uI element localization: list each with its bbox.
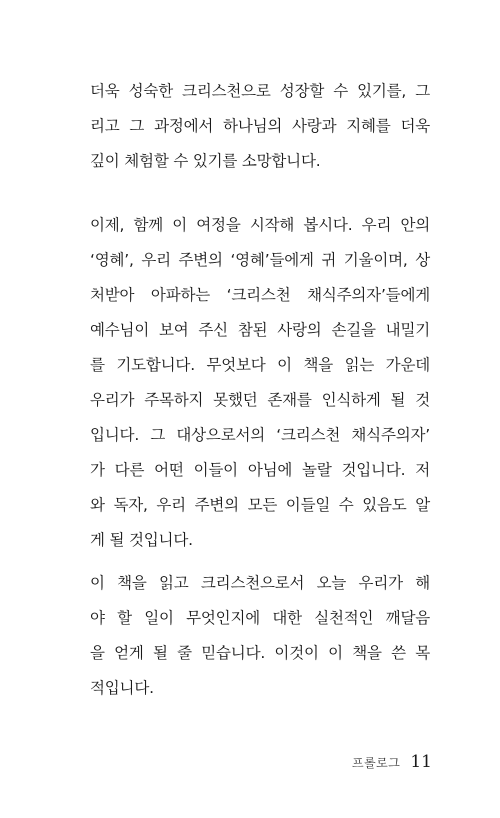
text-line: 게 될 것입니다. [90,531,193,549]
page-footer [352,752,432,772]
text-line: 를 기도합니다. 무엇보다 이 책을 읽는 가운데 [90,356,430,374]
text-line: ‘영혜’, 우리 주변의 ‘영혜’들에게 귀 기울이며, 상 [90,251,430,269]
text-line: 더욱 성숙한 크리스천으로 성장할 수 있기를, 그 [90,82,430,100]
text-line: 처받아 아파하는 ‘크리스천 채식주의자’들에게 [90,286,430,304]
section-label: 프롤로그 [351,756,401,770]
text-line: 야 할 일이 무엇인지에 대한 실천적인 깨달음 [90,609,430,627]
text-line: 적입니다. [90,679,154,697]
text-line: 깊이 체험할 수 있기를 소망합니다. [90,152,321,170]
text-line: 입니다. 그 대상으로서의 ‘크리스천 채식주의자’ [90,426,430,444]
text-line: 예수님이 보여 주신 참된 사랑의 손길을 내밀기 [90,321,430,339]
paragraph-2 [90,208,430,558]
paragraph-3 [90,566,430,706]
text-line: 을 얻게 될 줄 믿습니다. 이것이 이 책을 쓴 목 [90,644,430,662]
text-line: 와 독자, 우리 주변의 모든 이들일 수 있음도 알 [90,496,430,514]
page-number: 11 [410,752,432,772]
text-line: 리고 그 과정에서 하나님의 사랑과 지혜를 더욱 [90,117,430,135]
text-line: 이제, 함께 이 여정을 시작해 봅시다. 우리 안의 [90,216,430,234]
text-line: 우리가 주목하지 못했던 존재를 인식하게 될 것 [90,391,430,409]
text-line: 이 책을 읽고 크리스천으로서 오늘 우리가 해 [90,574,430,592]
paragraph-1 [90,74,430,179]
text-line: 가 다른 어떤 이들이 아님에 놀랄 것입니다. 저 [90,461,430,479]
